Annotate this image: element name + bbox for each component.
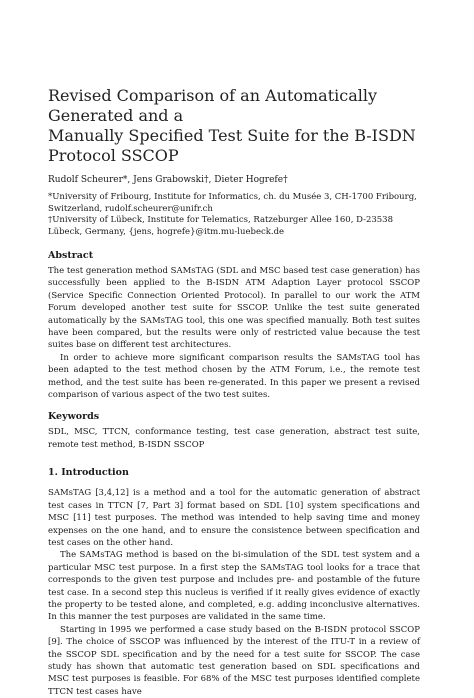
keywords-heading: Keywords: [48, 411, 100, 423]
affiliation-fribourg: *University of Fribourg, Institute for Informatics, ch. du Musée 3, CH-1700 Fribourg, Switzerland, rudolf.scheurer@unifr.ch: [48, 192, 417, 214]
paper-title: [48, 86, 420, 166]
intro-paragraph-2: The SAMsTAG method is based on the bi-simulation of the SDL test system and a particular MSC test purpose. In a first step the SAMsTAG tool looks for a trace that corresponds to the given test purpose and includes pre- and postamble of the future test case. In a second step this nucleus is verified if it really gives evidence of exactly the property to be tested alone, and completed, e.g. adding inconclusive alternatives. In this manner the test purposes are validated in the same time.: [48, 550, 420, 623]
abstract-paragraph-2: In order to achieve more significant comparison results the SAMsTAG tool has been adapted to the test method chosen by the ATM Forum, i.e., the remote test method, and the test suite has been re-generated. In this paper we present a revised comparison of various aspect of the two test suites.: [48, 352, 420, 401]
keywords-section: [48, 411, 420, 451]
title-line-1: Revised Comparison of an Automatically Generated and a: [48, 86, 378, 125]
abstract-paragraph-1: The test generation method SAMsTAG (SDL and MSC based test case generation) has successfully been applied to the B-ISDN ATM Adaption Layer protocol SSCOP (Service Specific Connection Oriented Protocol). In parallel to our work the ATM Forum developed another test suite for SSCOP. Unlike the test suite generated automatically by the SAMsTAG tool, this one was specified manually. Both test suites have been compared, but the results were only of restricted value because the test suites base on different test architectures.: [48, 266, 420, 351]
intro-paragraph-1: SAMsTAG [3,4,12] is a method and a tool for the automatic generation of abstract test cases in TTCN [7, Part 3] format based on SDL [10] system specifications and MSC [11] test purposes. The method was intended to help saving time and money expenses on the one hand, and to ensure the consistence between specification and test cases on the other hand.: [48, 488, 420, 548]
author-list: Rudolf Scheurer*, Jens Grabowski†, Dieter Hogrefe†: [48, 175, 288, 185]
abstract-section: [48, 250, 420, 401]
keywords-text: SDL, MSC, TTCN, conformance testing, test case generation, abstract test suite, remote test method, B-ISDN SSCOP: [48, 427, 420, 450]
abstract-heading: Abstract: [48, 250, 94, 261]
affiliations: [48, 192, 420, 238]
title-line-2: Manually Specified Test Suite for the B-ISDN Protocol SSCOP: [48, 126, 416, 165]
introduction-heading: 1. Introduction: [48, 467, 129, 479]
affiliation-luebeck: †University of Lübeck, Institute for Telematics, Ratzeburger Allee 160, D-23538 Lübeck, Germany, {jens, hogrefe}@itm.mu-luebeck.de: [48, 215, 393, 237]
intro-paragraph-3: Starting in 1995 we performed a case study based on the B-ISDN protocol SSCOP [9]. The choice of SSCOP was influenced by the interest of the ITU-T in a review of the SSCOP SDL specification and by the need for a test suite for SSCOP. The case study has shown that automatic test generation based on SDL specifications and MSC test purposes is feasible. For 68% of the MSC test purposes identified complete TTCN test cases have: [48, 624, 420, 697]
introduction-section: [48, 467, 420, 698]
